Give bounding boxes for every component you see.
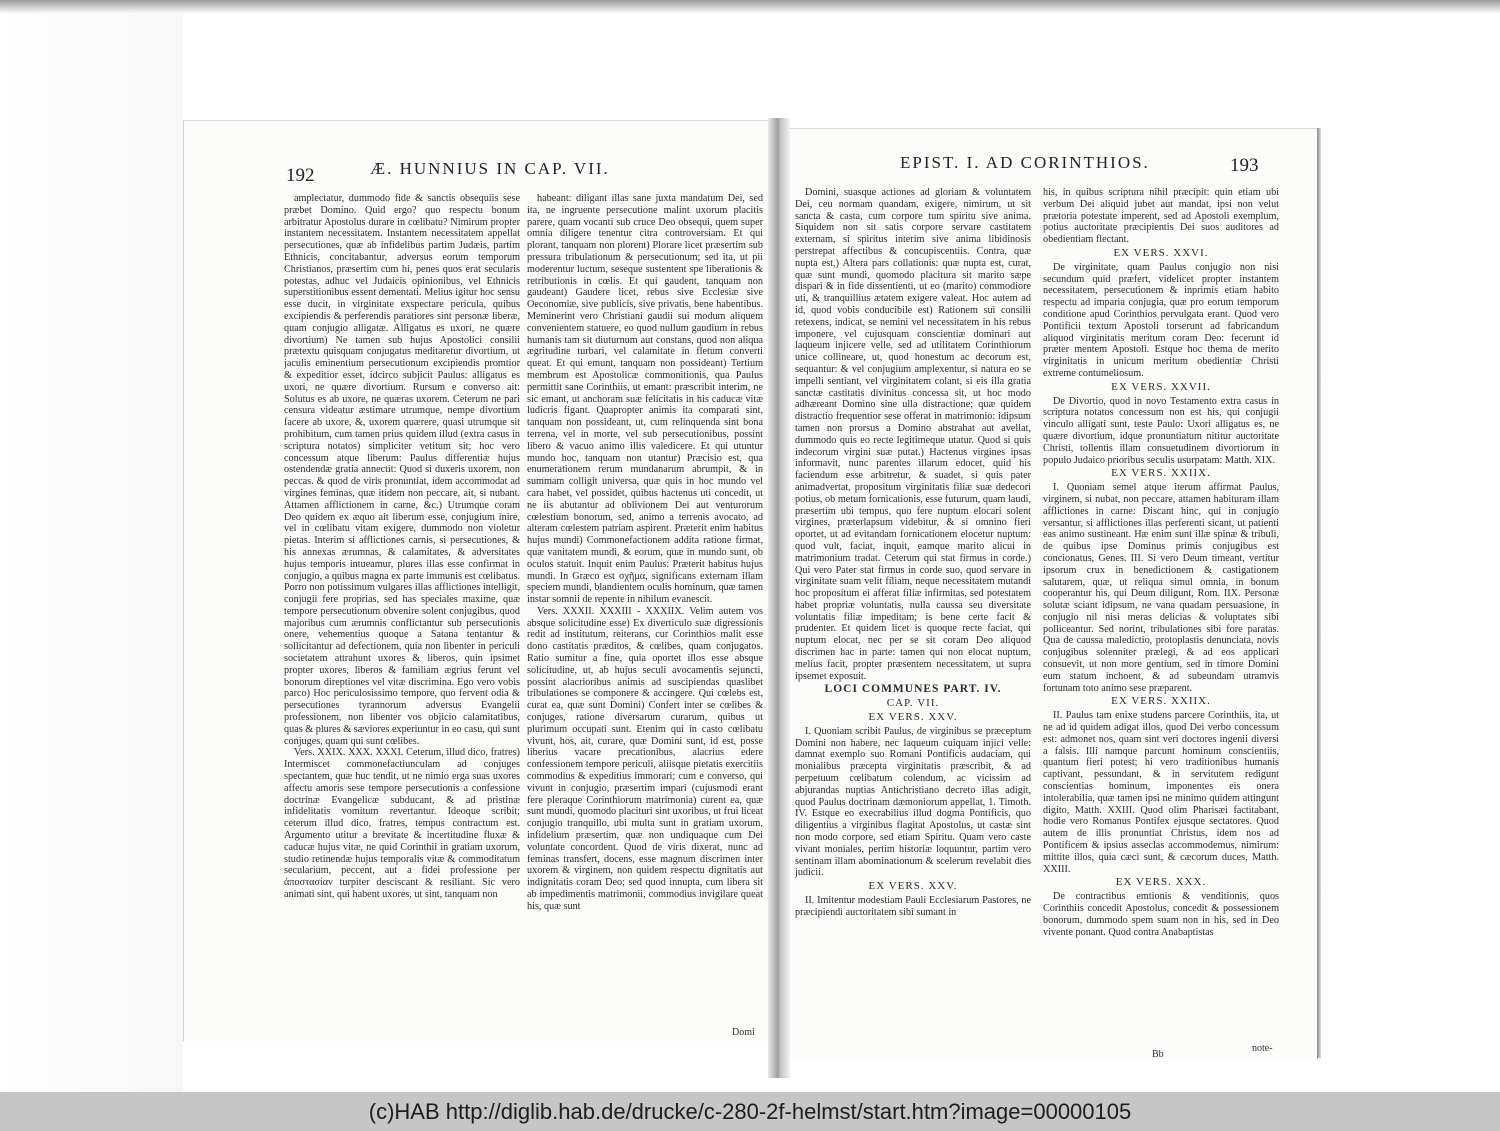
right-page-edge xyxy=(1317,128,1321,1058)
left-col2-para-2: Vers. XXXII. XXXIII - XXXIIX. Velim autem vos absque solicitudine esse) Ex diverticulo suæ digressionis redit ad institutum, reiterans, cur Corinthios malit esse dono castitatis præditos, & cœlibes, quam conjugatos. Ratio sumitur a fine, quia oportet illos esse absque solicitudine, ut, ab hujus seculi avocamentis sejuncti, possint alacrioribus animis ad suscipiendas quaslibet tribulationes se componere & accingere. Qui cœlebs est, curat ea, quæ sunt Domini) Confert inter se cœlibes & conjuges, ratione diversarum curarum, quibus ut plurimum occupati sunt. Etenim qui in casto cœlibatu vivunt, hos, ait, curare, quæ Domini sunt, id est, posse liberius vacare precationibus, alacrius edere confessionem tempore periculi, aliisque pietatis exercitiis commodius & expeditius immorari; cum e converso, qui vivunt in conjugio, præsertim impari (cujusmodi erant fere pleraque Corinthiorum matrimonia) curent ea, quæ sunt mundi, quomodo placituri sint uxoribus, ut frui liceat conjugio tranquillo, ubi multa sunt in gratiam uxorum, infidelium præsertim, quæ non undiquaque cum Dei voluntate concordent. Quod de viris dixerat, nunc ad feminas transfert, docens, esse magnum discrimen inter uxorem & virginem, non quidem respectu dignitatis aut indignitatis coram Deo; sed quod innupta, cum libera sit ab impedimentis matrimonii, commodius invigilare queat his, quæ sunt xyxy=(527,605,763,912)
left-page xyxy=(183,120,769,1041)
right-col1-para-2: I. Quoniam scribit Paulus, de virginibus se præceptum Domini non habere, nec laqueum cuiquam injici velle: damnat exemplo suo Romani Pontificis audaciam, qui monialibus præcepta virginitatis præscribit, & ad perpetuum cœlibatum colendum, ac vicissim ad abjurandas nuptias Antichristiano decreto illas adigit, quod Paulus doctrinam dæmoniorum appellat, 1. Timoth. IV. Estque eo execrabilius illud dogma Pontificis, quo diligentius a virginibus flagitat Apostolus, ut castæ sint non modo corpore, sed etiam Spiritu. Quam vero caste vivant moniales, pertim historiæ loquuntur, partim vero sentinam illam abominationum & scelerum revelabit dies judicii. xyxy=(795,725,1031,879)
loci-cap: CAP. VII. xyxy=(886,697,940,710)
vers-xxiix-heading-2: EX VERS. XXIIX. xyxy=(1111,695,1211,708)
loci-vers-heading-2: EX VERS. XXV. xyxy=(868,880,958,893)
right-col2-para-2: De virginitate, quam Paulus conjugio non nisi secundum quid præfert, videlicet propter instantem necessitatem, persecutionem & inprimis etiam habito respectu ad imparia conjugia, quæ pro eorum temporum conditione apud Corinthios pervulgata erant. Quod vero Pontificii textum Apostoli torserunt ad fabricandum aliquod virginitatis meritum coram Deo: fecerunt id præter mentem Apostoli. Estque hoc thema de merito virginitatis in unicum meritum obedientiæ Christi extreme contumeliosum. xyxy=(1043,261,1279,379)
vers-xxvi-heading: EX VERS. XXVI. xyxy=(1113,246,1209,259)
right-col2-para-5: II. Paulus tam enixe studens parcere Corinthiis, ita, ut ne ad id quidem adigat illos, quod Dei verbo concessum est: admonet nos, quam sint veri doctores ingenii diversi a falsis. Illi namque parcunt hominum conscientiis, quantum fieri potest; hi vero traditionibus humanis captivant, pessundant, & in servitutem redigunt conscientias hominum, imponentes eis onera intolerabilia, quæ tamen ipsi ne minimo quidem attingunt digito, Matth. XXIII. Quod olim Pharisæi factitabant, hodie vero Romanus Pontifex ejusque sectatores. Quod autem de illis pronuntiat Christus, idem nos ad Pontificem & ipsius asseclas accommodemus, nimirum: mittite illos, quia cæci sunt, & cæcorum duces, Matth. XXIII. xyxy=(1043,710,1279,875)
left-column-1 xyxy=(284,193,520,1035)
right-col1-para-1: Domini, suasque actiones ad gloriam & voluntatem Dei, ceu normam quandam, exigere, nimirum, ut sit sancta & casta, cum corpore tum spiritu sive anima. Siquidem non sit satis corpore servare castitatem externam, si spiritus interim sive anima libidinosis perstrepat affectibus & concupiscentiis. Contra, quæ nupta est,) Altera pars collationis: quæ nupta est, curat, quæ sunt mundi, quomodo placitura sit marito sæpe dispari & in fide dissentienti, ut eo (marito) commodiore uti, & tranquillius ætatem exigere valeat. Hoc autem ad id, quod vobis conducibile est) Rationem sui consilii retexens, indicat, se nemini vel necessitatem in his rebus imponere, vel cujusquam conscientiæ dominari aut laqueum injicere velle, sed ad utilitatem Corinthiorum unice collineare, ut, quod honestum ac decorum est, sequantur: & vel conjugium amplexentur, si natura eo se impelli sentiant, vel virginitatem colant, si eis illa gratia sanctæ castitatis divinitus concessa sit, ut hoc modo adhæreant Domino sine ulla distractione; quæ quidem distractio frequentior sese offerat in matrimonio: idipsum tamen non prorsus a Domino abstrahat aut avellat, dummodo quis eo recte legitimeque utatur. Quod si quis indecorum virgini suæ putat.) Hactenus virgines ipsas informavit, nunc parentes illarum edocet, quid his faciendum esse arbitretur, & suadet, si quis pater animadvertat, propositum virginitatis filiæ suæ dedecori potius, ob metum fornicationis, esse futurum, quam laudi, præsertim ubi tempus, quo fere nuptum elocari solent virgines, præterlapsum videbitur, & si omnino fieri oportet, ut ad evitandam fornicationem elocetur nuptum: quod vult, faciat, inquit, eamque marito alicui in matrimonium tradat. Ceterum qui stat firmus in corde.) Qui vero Pater stat firmus in corde suo, quod servare in virginitate suam velit filiam, neque necessitatem mutandi hoc propositum ei afferat filiæ infirmitas, sed potestatem habet propriæ voluntatis, nulla caussa seu diversitate voluntatis filiæ impeditam; is bene certe facit & prudenter. Et quidem licet is quoque recte faciat, qui nuptum elocat, nec per se sit coram Deo aliquod discrimen hac in parte: tamen qui non elocat nuptum, melius facit, propter præsentem necessitatem, ut supra ipsemet exposuit. xyxy=(795,187,1031,682)
signature-mark: Bb xyxy=(1152,1049,1164,1060)
right-page-number: 193 xyxy=(1230,155,1259,176)
left-col1-para-1: amplectatur, dummodo fide & sanctis obsequiis sese præbet Domino. Quid ergo? quo respectu bonum arbitratur Apostolus durare in cœlibatu? Nimirum propter instantem necessitatem. Instantem necessitatem appellat persecutiones, quæ ab infidelibus partim Judæis, partim Ethnicis, concitabantur, adversus eorum temporum Christianos, præsertim cum hi, penes quos erat secularis potestas, adhuc vel Judaicis opinionibus, vel Ethnicis superstitionibus essent dementati. Melius igitur hoc sensu esse ducit, in virginitate exspectare pericula, quibus excipiendis & perferendis paratiores sint personæ liberæ, quam conjugio alligatæ. Alligatus es uxori, ne quære divortium) Ne tamen sub hujus Apostolici consilii prætextu quisquam conjugatus meditaretur divortium, ut jaculis eminentium persecutionum excipiendis promtior & expeditior esset, idcirco subjicit Paulus: alligatus es uxori, ne quære divortium. Rursum e converso ait: Solutus es ab uxore, ne quæras uxorem. Ceterum ne pari censura videatur æstimare utrumque, nempe divortium facere ab uxore, &, uxorem quærere, quasi utrumque sit prohibitum, cum tamen prius quidem illud (extra casus in scriptura notatos) simpliciter vetitum sit; hoc vero concessum atque liberum: Paulus differentiæ hujus ostendendæ gratia annectit: Quod si duxeris uxorem, non peccas. & quod de viris pronuntiat, idem accommodat ad virgines feminas, quæ itidem non peccare, ait, si nubant. Attamen afflictionem in carne, &c.) Utrumque coram Deo quidem ex æquo ait liberum esse, conjugium inire, vel in cœlibatu vitam exigere, dummodo non violetur pietas. Interim si afflictiones carnis, si persecutiones, & his annexas ærumnas, & calamitates, & adversitates hujus temporis intueamur, plures illas esse confirmat in conjugio, a quibus magna ex parte immunis est cœlibatus. Porro non potissimum vulgares illas afflictiones intelligit, conjugii fere proprias, sed has speciales maxime, quæ tempore persecutionum obvenire solent conjugibus, quod majoribus cum ærumnis conflictantur sub persecutionis onere, vehementius quoque a Satana tentantur & sollicitantur ad defectionem, quia non libenter in periculi societatem attrahunt uxores & liberos, quin ipsimet propter uxores, liberos & familiam ægrius ferunt vel bonorum direptiones vel vitæ discrimina. Ego vero vobis parco) Hoc periculosissimo tempore, quo fervent odia & persecutiones tyrannorum adversus Evangelii professionem, non libenter vos objicio calamitatibus, quas & plures & sæviores experiuntur in eo casu, qui sunt conjuges, quam qui sunt cœlibes. xyxy=(284,193,520,747)
vers-xxiix-heading: EX VERS. XXIIX. xyxy=(1111,467,1211,480)
scan-top-strip xyxy=(0,0,1500,14)
left-column-2 xyxy=(527,193,763,1035)
right-column-2 xyxy=(1043,187,1279,1047)
right-col1-para-3: II. Imitentur modestiam Pauli Ecclesiarum Pastores, ne præcipiendi auctoritatem sibi sumant in xyxy=(795,895,1031,918)
left-col1-para-2: Vers. XXIX. XXX. XXXI. Ceterum, illud dico, fratres) Intermiscet commonefactiunculam ad conjuges spectantem, quæ huc tendit, ut ne nimio erga suas uxores affectu amoris sese tempore persecutionis a confessione doctrinæ Evangelicæ subducant, & ad pristinæ infidelitatis vomitum revertantur. Ideoque scribit; ceterum illud dico, fratres, tempus contractum est. Argumento utitur a brevitate & incertitudine fluxæ & caducæ hujus vitæ, ne quid Corinthii in gratiam uxorum, studio retinendæ hujus temporalis vitæ & commoditatum secularium, peccent, aut a fidei professione per ἀποστασίαν turpiter desciscant & resiliant. Sic vero animati sint, qui habent uxores, ut sint, tanquam non xyxy=(284,747,520,901)
right-running-head: EPIST. I. AD CORINTHIOS. xyxy=(900,153,1150,172)
scan-left-margin xyxy=(0,14,183,1092)
left-col2-para-1: habeant: diligant illas sane juxta mandatum Dei, sed ita, ne ingruente persecutione malint uxorum placitis parere, quam vocanti sub cruce Deo obsequi, quem super omnia diligere tenentur citra controversiam. Et qui plorant, tanquam non plorent) Plorare licet præsertim sub pressura tribulationum & persecutionum; sed ita, ut pii moderentur luctum, seseque sustentent spe liberationis & retributionis in cœlis. Et qui gaudent, tanquam non gaudeant) Gaudere licet, rebus sive Ecclesiæ sive Oeconomiæ, sive publicis, sive privatis, bene habentibus. Meminerint vero Christiani gaudii sui modum aliquem convenientem statuere, eo quod nullum gaudium in rebus humanis tam sit diuturnum aut constans, quod non aliqua ægritudine turbari, vel calamitate in fletum converti queat. Et qui emunt, tanquam non possideant) Tertium membrum est Apostolicæ commonitionis, qua Paulus permittit sane Corinthiis, ut emant: præscribit interim, ne sic emant, ut anchoram suæ felicitatis in his caducæ vitæ ludicris figant. Quapropter animis ita comparati sint, tanquam non possideant, ut, cum relinquenda sint bona terrena, vel in morte, vel sub persecutionibus, possint libero & vacuo animo illis valedicere. Et qui utuntur mundo hoc, tanquam non utantur) Præcisio est, qua enumerationem rerum mundanarum abrumpit, & in summam colligit universa, quæ quis in hoc mundo vel cara habet, vel possidet, quibus hactenus uti concedit, ut ne iis abutantur ad oblivionem Dei aut venturorum cœlestium bonorum, sed, animo a terrenis avocato, ad alteram cœlestem patriam aspirent. Præterit enim habitus hujus mundi) Commonefactionem addita ratione firmat, quæ vanitatem mundi, & eorum, quæ in mundo sunt, ob oculos statuit. Inquit enim Paulus: Præterit habitus hujus mundi. In Græco est σχῆμα, significans externam illam speciem mundi, blandientem oculis hominum, quæ tamen instar somnii de repente in nihilum evanescit. xyxy=(527,193,763,606)
left-page-number: 192 xyxy=(286,165,315,186)
right-column-1 xyxy=(795,187,1031,1047)
right-col2-para-1: his, in quibus scriptura nihil præcipit: quin etiam ubi verbum Dei aliquid jubet aut mandat, ipsi non velut prætoria potestate imperent, sed ad Apostoli exemplum, potius auctoritate præcipientis Dei suos auditores ad obedientiam flectant. xyxy=(1043,187,1279,246)
book-gutter xyxy=(768,118,790,1078)
vers-xxx-heading: EX VERS. XXX. xyxy=(1115,876,1207,889)
loci-communes-title: LOCI COMMUNES PART. IV. xyxy=(824,683,1002,696)
left-running-head: Æ. HUNNIUS IN CAP. VII. xyxy=(370,159,610,178)
right-col2-para-6: De contractibus emtionis & venditionis, quos Corinthiis concedit Apostolus, concedit & possessionem bonorum, dummodo spem suam non in his, sed in Deo vivente ponant. Quod contra Anabaptistas xyxy=(1043,891,1279,938)
right-page xyxy=(790,128,1318,1059)
right-catchword: note- xyxy=(1252,1043,1273,1054)
right-col2-para-4: I. Quoniam semel atque iterum affirmat Paulus, virginem, si nubat, non peccare, attamen habituram illam afflictiones in carne: Discant hinc, qui in conjugio versantur, si afflictiones illas perferenti sicant, ut patienti eas animo sustineant. Hæ enim sunt illæ spinæ & tribuli, de quibus ipse Dominus primis conjugibus est concionatus, Genes. III. Si vero Deum timeant, vertitur ipsorum crux in benedictionem & castigationem salutarem, quæ, ut reliqua simul omnia, in bonum cooperantur his, qui Deum diligunt, Rom. IIX. Personæ solutæ sciant idipsum, ne vana quadam persuasione, in conjugio nil nisi meras delicias & voluptates sibi polliceantur. Sed norint, tribulationes sibi fore paratas. Qua de caussa maledictio, protoplastis denunciata, novis conjugibus solenniter prælegi, & ad eos applicari consuevit, ut non more gentium, sed in timore Domini eum statum inchoent, & ad subeundam utramvis fortunam toto animo sese præparent. xyxy=(1043,482,1279,694)
loci-vers-heading-1: EX VERS. XXV. xyxy=(868,711,958,724)
left-catchword: Domi xyxy=(732,1027,755,1038)
source-footer xyxy=(0,1092,1500,1131)
right-col2-para-3: De Divortio, quod in novo Testamento extra casus in scriptura notatos concessum non est his, qui conjugii vinculo alligati sunt, teste Paulo: Uxori alligatus es, ne quære divortium, idque pronuntiatum nititur auctoritate Christi, tollentis illam consuetudinem divortiorum in populo Judaico prioribus seculis usurpatam: Matth. XIX. xyxy=(1043,395,1279,466)
vers-xxvii-heading: EX VERS. XXVII. xyxy=(1111,380,1211,393)
source-url-text: (c)HAB http://diglib.hab.de/drucke/c-280-2f-helmst/start.htm?image=00000105 xyxy=(368,1098,1132,1124)
